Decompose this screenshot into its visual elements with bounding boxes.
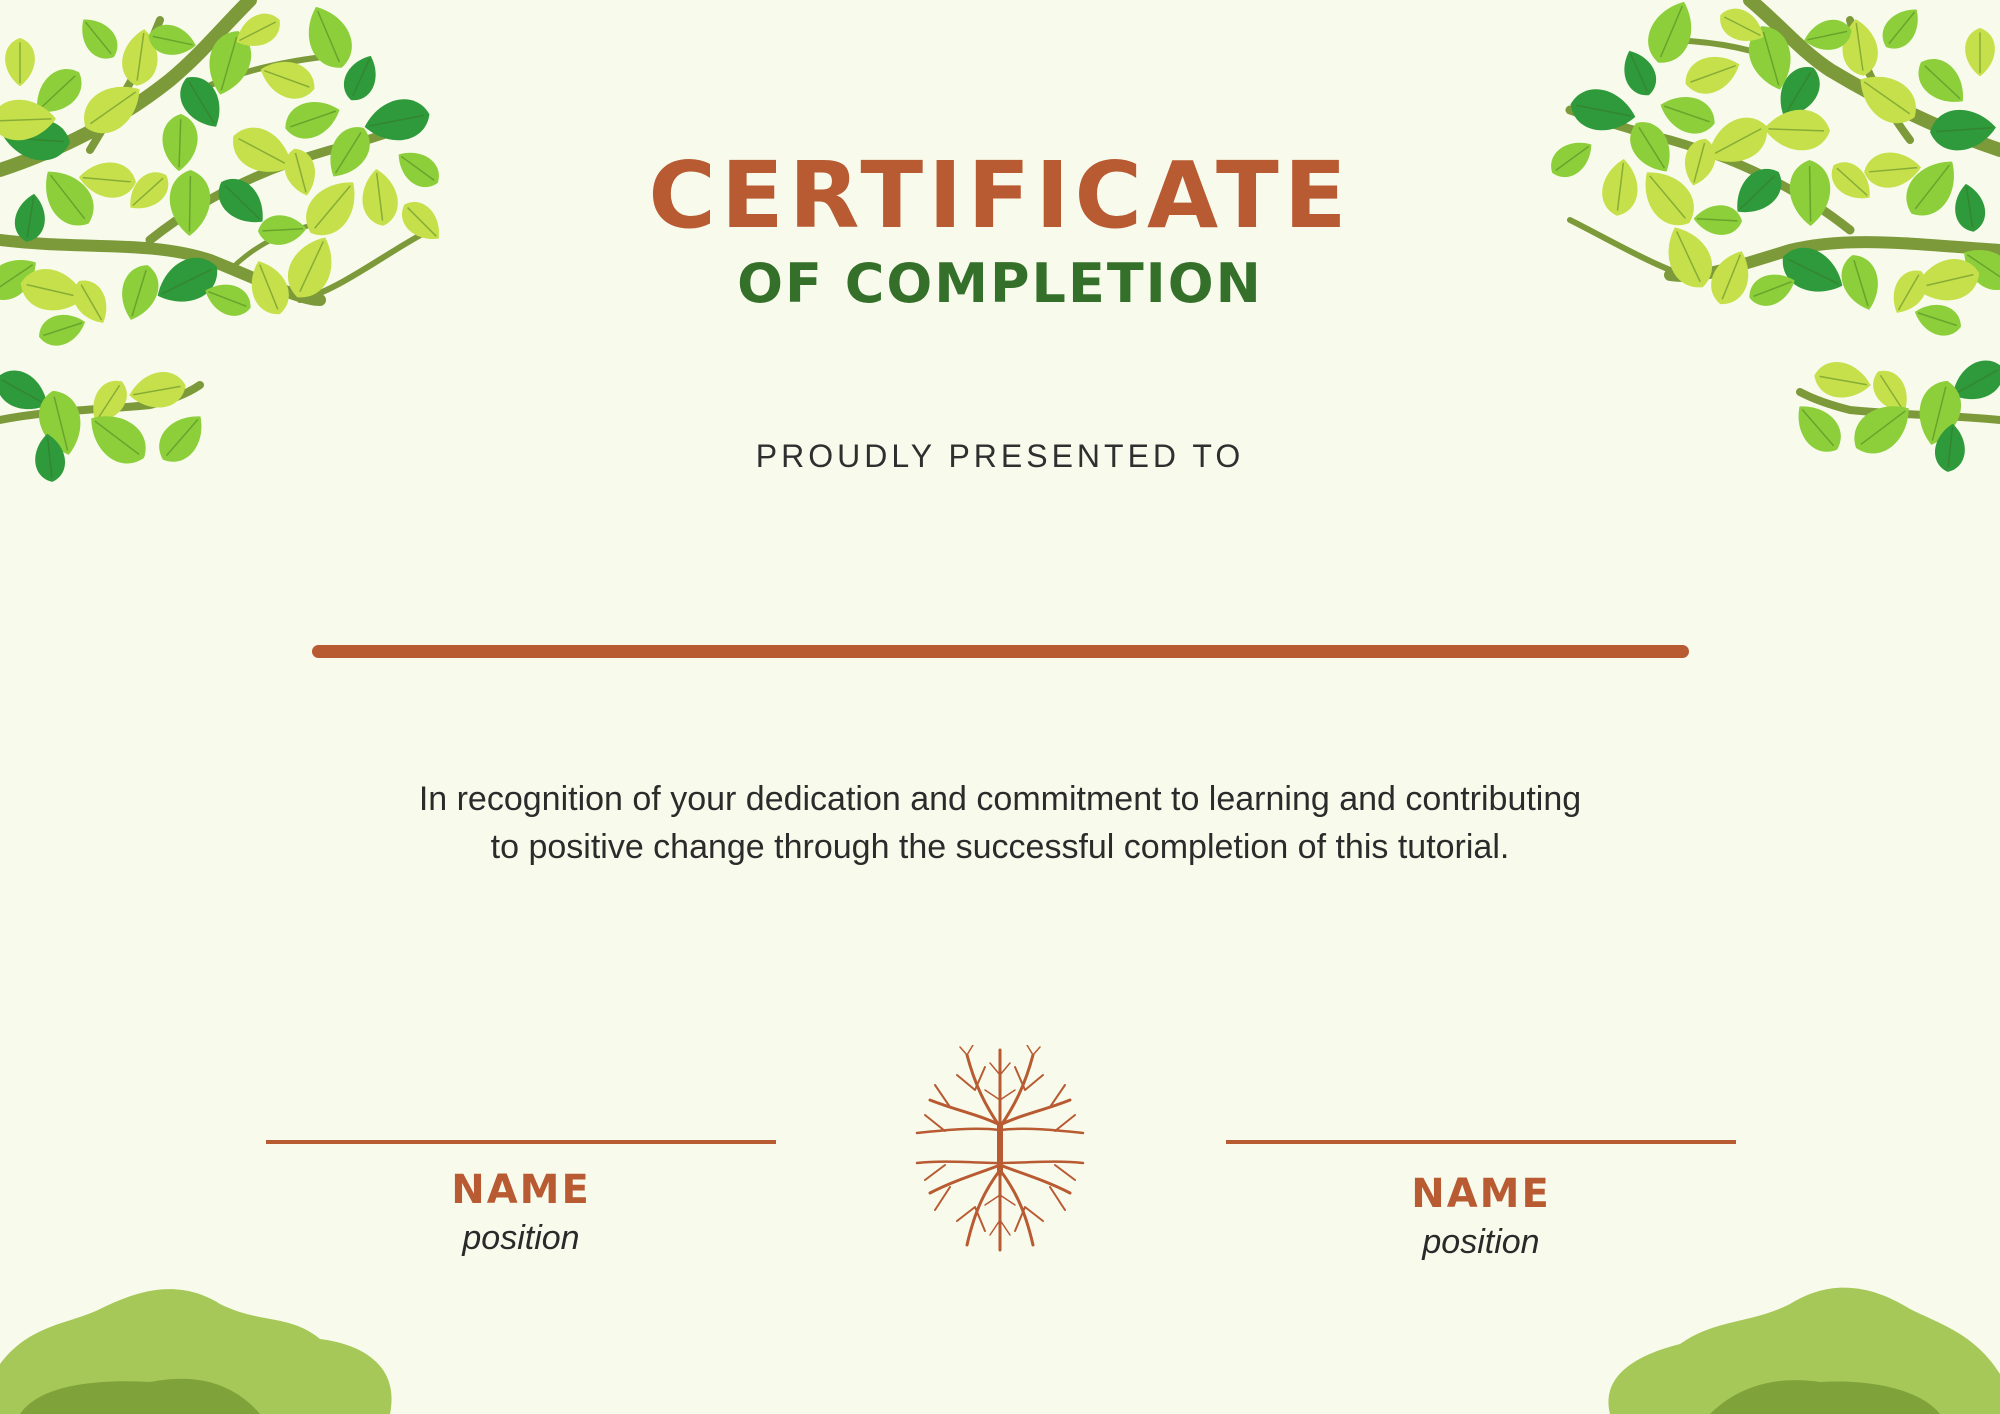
recognition-text-line-2: to positive change through the successful completion of this tutorial. bbox=[490, 828, 1510, 866]
presented-to-label: PROUDLY PRESENTED TO bbox=[755, 438, 1245, 474]
bush-icon bbox=[1600, 1264, 2000, 1414]
signer-name: NAME bbox=[451, 1167, 591, 1213]
signer-position: position bbox=[1422, 1223, 1540, 1261]
tree-roots-icon bbox=[905, 1045, 1095, 1255]
signature-block-right bbox=[1226, 1140, 1736, 1263]
recognition-text-line-1: In recognition of your dedication and commitment to learning and contributing bbox=[418, 780, 1582, 818]
recipient-name-line bbox=[312, 645, 1689, 658]
signer-name: NAME bbox=[1411, 1171, 1551, 1217]
leaf-shape bbox=[1640, 0, 1703, 71]
bush-icon bbox=[0, 1264, 400, 1414]
signature-block-left bbox=[266, 1140, 776, 1259]
signer-position: position bbox=[462, 1219, 580, 1257]
signature-line bbox=[266, 1140, 776, 1144]
signature-line bbox=[1226, 1140, 1736, 1144]
recognition-text bbox=[300, 775, 1700, 871]
certificate-title: CERTIFICATE bbox=[648, 142, 1352, 249]
certificate-subtitle: OF COMPLETION bbox=[737, 252, 1263, 315]
